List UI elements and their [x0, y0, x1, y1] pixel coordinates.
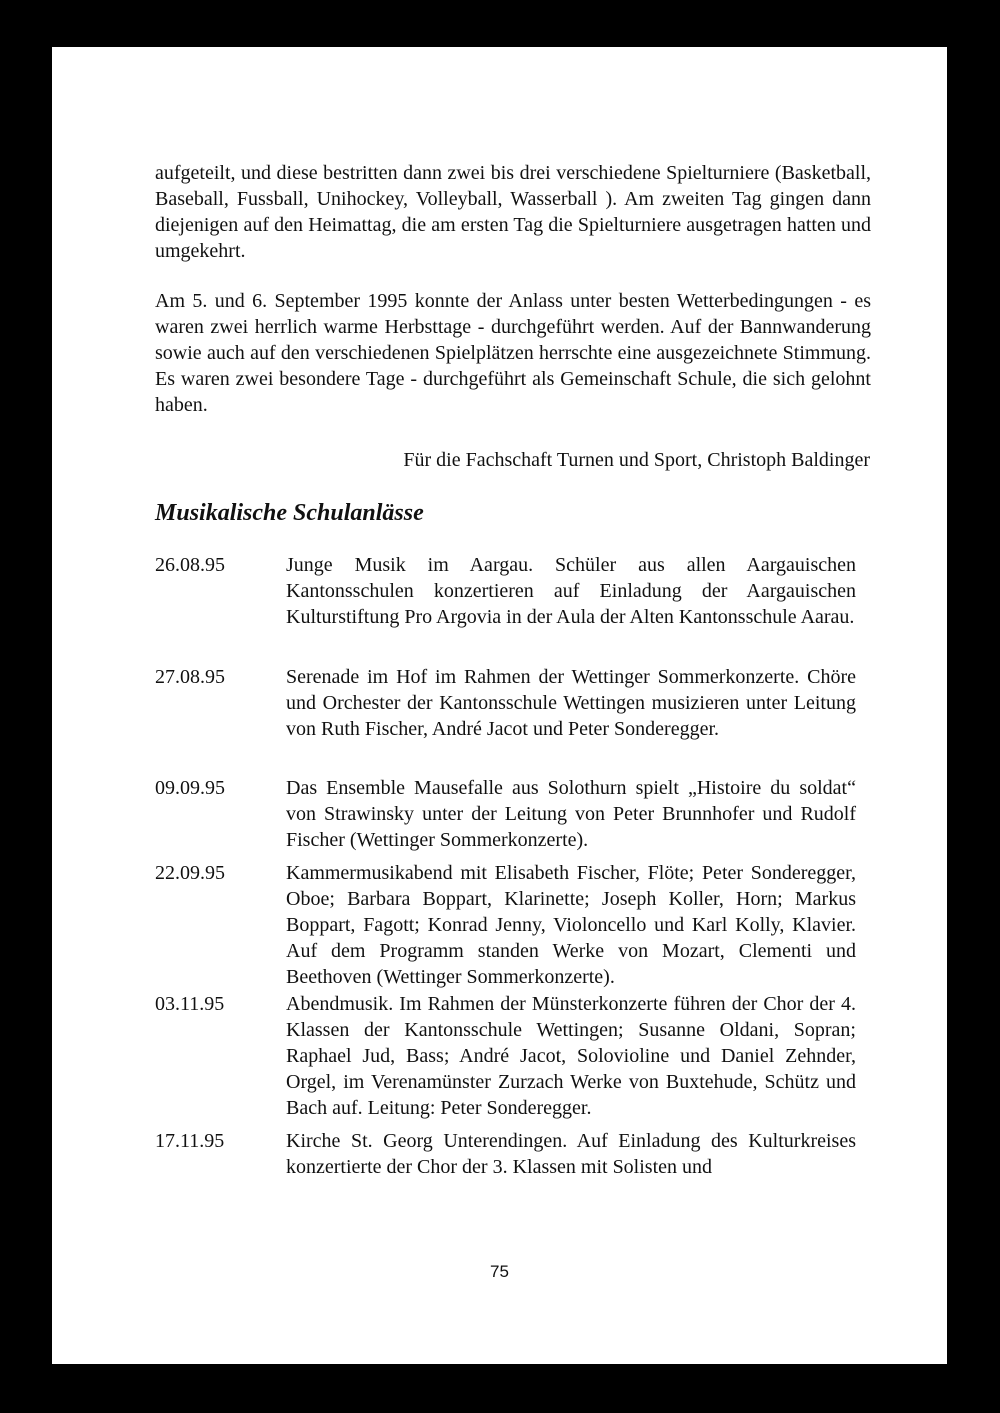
event-description: Abendmusik. Im Rahmen der Münsterkonzerte führen der Chor der 4. Klassen der Kantonsschule Wettingen; Susanne Oldani, Sopran; Raphael Jud, Bass; André Jacot, Solovioline und Daniel Zehnder, Orgel, im Verenamünster Zurzach Werke von Buxtehude, Schütz und Bach auf. Leitung: Peter Sonderegger. [286, 993, 856, 1119]
event-description: Kirche St. Georg Unterendingen. Auf Einladung des Kulturkreises konzertierte der Chor der 3. Klassen mit Solisten und [286, 1130, 856, 1178]
event-date: 17.11.95 [155, 1130, 225, 1152]
event-date: 03.11.95 [155, 993, 225, 1015]
event-description: Kammermusikabend mit Elisabeth Fischer, Flöte; Peter Sonderegger, Oboe; Barbara Boppart, Klarinette; Joseph Koller, Horn; Markus Boppart, Fagott; Konrad Jenny, Violoncello und Karl Kolly, Klavier. Auf dem Programm standen Werke von Mozart, Clementi und Beethoven (Wettinger Sommerkonzerte). [286, 862, 856, 988]
signature-line: Für die Fachschaft Turnen und Sport, Christoph Baldinger [403, 449, 870, 471]
event-date: 26.08.95 [155, 554, 225, 576]
event-date: 09.09.95 [155, 777, 225, 799]
page-number: 75 [490, 1262, 509, 1281]
section-heading: Musikalische Schulanlässe [155, 500, 424, 526]
event-description: Das Ensemble Mausefalle aus Solothurn spielt „Histoire du soldat“ von Strawinsky unter der Leitung von Peter Brunnhofer und Rudolf Fischer (Wettinger Sommerkonzerte). [286, 777, 856, 851]
event-description: Junge Musik im Aargau. Schüler aus allen Aargauischen Kantonsschulen konzertieren auf Einladung der Aargauischen Kulturstiftung Pro Argovia in der Aula der Alten Kantonsschule Aarau. [286, 554, 856, 628]
event-date: 22.09.95 [155, 862, 225, 884]
body-paragraph: Am 5. und 6. September 1995 konnte der Anlass unter besten Wetterbedingungen - es waren zwei herrlich warme Herbsttage - durchgeführt werden. Auf der Bannwanderung sowie auch auf den verschiedenen Spielplätzen herrschte eine ausgezeichnete Stimmung. Es waren zwei besondere Tage - durchgeführt als Gemeinschaft Schule, die sich gelohnt haben. [155, 290, 871, 416]
event-date: 27.08.95 [155, 666, 225, 688]
body-paragraph: aufgeteilt, und diese bestritten dann zwei bis drei verschiedene Spielturniere (Basketball, Baseball, Fussball, Unihockey, Volleyball, Wasserball ). Am zweiten Tag gingen dann diejenigen auf den Heimattag, die am ersten Tag die Spielturniere ausgetragen hatten und umgekehrt. [155, 162, 871, 262]
event-description: Serenade im Hof im Rahmen der Wettinger Sommerkonzerte. Chöre und Orchester der Kantonsschule Wettingen musizieren unter Leitung von Ruth Fischer, André Jacot und Peter Sonderegger. [286, 666, 856, 740]
document-page [52, 47, 947, 1364]
